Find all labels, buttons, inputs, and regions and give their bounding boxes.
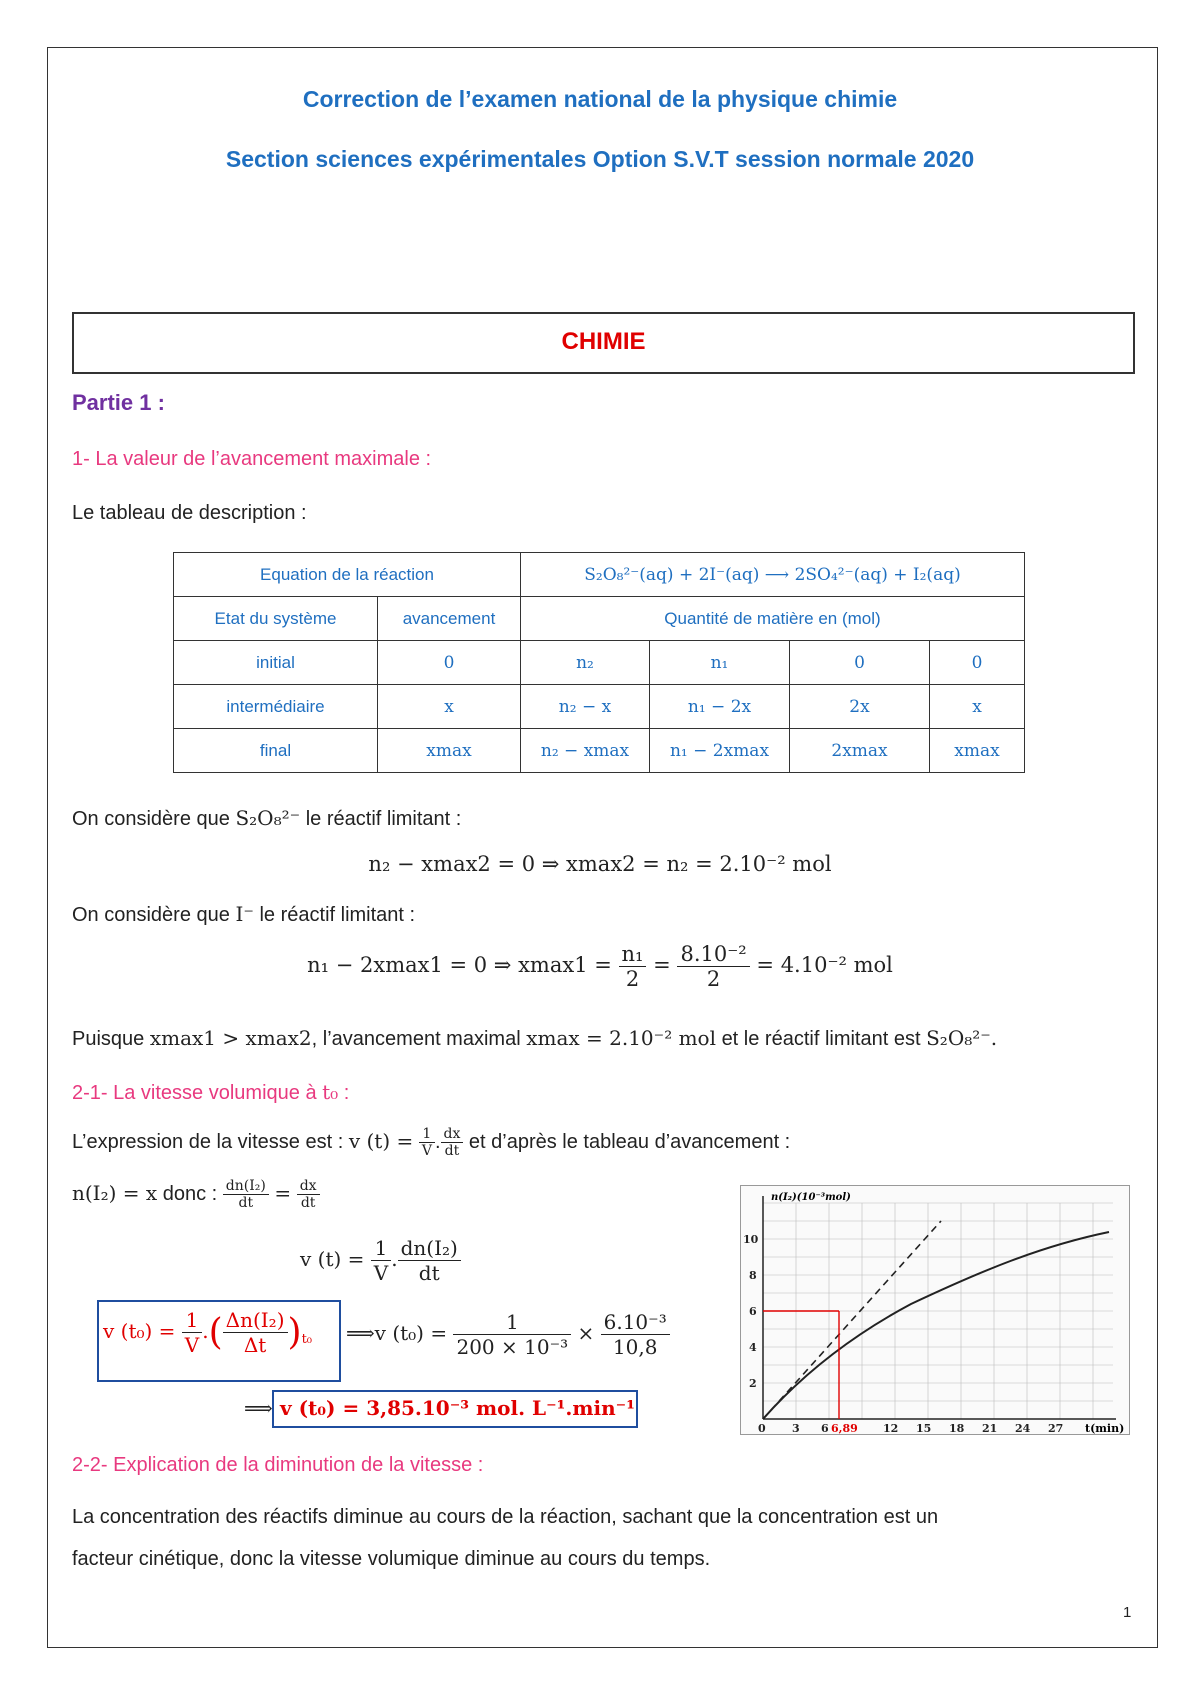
conclusion-math: xmax1 > xmax2 — [149, 1026, 312, 1050]
conclusion-text: , l’avancement maximal — [311, 1028, 521, 1050]
row-cell: 2xmax — [790, 729, 930, 773]
document-title: Correction de l’examen national de la physique chimie — [302, 86, 898, 112]
y-tick: 2 — [749, 1377, 757, 1390]
case2-text: On considère que — [72, 904, 230, 926]
reaction-equation: S₂O₈²⁻(aq) + 2I⁻(aq) ⟶ 2SO₄²⁻(aq) + I₂(aq) — [521, 553, 1025, 597]
boxed-formula-content: v (t₀) = $\frac{1}{V}$ .( $\frac{\text{Δn(I₂)}}{\Delta t}$ )$_{t_0}$ — [103, 1308, 312, 1357]
frac-den: 10,8 — [612, 1335, 658, 1359]
x-tick: 27 — [1048, 1422, 1064, 1434]
case1-text-after: le réactif limitant : — [305, 808, 462, 830]
conclusion-text: Puisque — [72, 1028, 145, 1050]
q1-heading: 1- La valeur de l’avancement maximale : — [72, 448, 432, 470]
graph-ylabel: n(I₂)(10⁻³mol) — [771, 1192, 851, 1203]
v-left: v (t) = — [300, 1247, 365, 1271]
case2-eq-left: n₁ − 2xmax1 = 0 ⇒ xmax1 = — [307, 953, 612, 977]
velocity-expression-line: L’expression de la vitesse est : v (t) = $\frac{1}{V}$ . $\frac{dx}{dt}$ et d’après le tableau d’avancement : — [72, 1126, 791, 1159]
row-cell: 0 — [930, 641, 1025, 685]
frac-den: dt — [300, 1195, 316, 1211]
row-cell: n₁ − 2x — [650, 685, 790, 729]
conclusion-math: xmax = 2.10⁻² mol — [526, 1026, 716, 1050]
calc-line — [346, 1310, 670, 1359]
frac-num: 6.10⁻³ — [601, 1310, 670, 1335]
advance-label: avancement — [378, 597, 521, 641]
frac-num: Δn(I₂) — [223, 1308, 288, 1333]
table-row — [174, 729, 1025, 773]
tangent-line — [763, 1221, 941, 1419]
document-subtitle: Section sciences expérimentales Option S.V.T session normale 2020 — [225, 146, 975, 172]
frac-den: V — [373, 1261, 389, 1285]
equals-sign: = — [274, 1180, 292, 1205]
fraction — [297, 1178, 320, 1211]
frac-den: V — [421, 1143, 432, 1159]
frac-num: dx — [297, 1178, 320, 1195]
case1-species: S₂O₈²⁻ — [235, 806, 301, 830]
conclusion-text: et le réactif limitant est — [721, 1028, 921, 1050]
nI2-text: donc : — [162, 1182, 218, 1205]
expr-after: et d’après le tableau d’avancement : — [468, 1130, 791, 1153]
frac-den: 2 — [625, 967, 640, 991]
frac-den: dt — [418, 1261, 440, 1285]
fraction — [453, 1310, 571, 1359]
x-tick: 3 — [792, 1422, 800, 1434]
boxed-sub: t₀ — [301, 1332, 312, 1347]
frac-num: 1 — [182, 1308, 202, 1333]
case2-text-after: le réactif limitant : — [259, 904, 416, 926]
nI2-graph — [740, 1185, 1130, 1435]
frac-num: n₁ — [619, 942, 647, 967]
frac-den: Δt — [243, 1333, 267, 1357]
advancement-table — [173, 552, 1025, 773]
fraction — [223, 1178, 269, 1211]
times-sign: × — [577, 1321, 595, 1345]
result-arrow: ⟹ — [244, 1396, 273, 1420]
frac-num: 1 — [419, 1126, 435, 1143]
q22-line2: facteur cinétique, donc la vitesse volumique diminue au cours du temps. — [72, 1548, 711, 1570]
table-row — [174, 685, 1025, 729]
fraction — [441, 1126, 464, 1159]
case2-equation — [0, 942, 1200, 991]
equals-sign: = — [653, 953, 671, 977]
page-number: 1 — [1123, 1604, 1132, 1621]
fraction — [619, 942, 647, 991]
q22-line1: La concentration des réactifs diminue au cours de la réaction, sachant que la concentration est un — [72, 1506, 939, 1528]
graph-svg — [741, 1186, 1129, 1434]
x-tick: 12 — [883, 1422, 899, 1434]
frac-num: 1 — [453, 1310, 571, 1335]
fraction — [677, 942, 749, 991]
row-cell: n₁ − 2xmax — [650, 729, 790, 773]
graph-xlabel: t(min) — [1085, 1422, 1125, 1434]
frac-den: 200 × 10⁻³ — [456, 1335, 569, 1359]
q22-heading: 2-2- Explication de la diminution de la vitesse : — [72, 1454, 484, 1476]
state-label: Etat du système — [174, 597, 378, 641]
boxed-left: v (t₀) = — [103, 1319, 176, 1343]
row-cell: n₂ − xmax — [521, 729, 650, 773]
y-tick: 6 — [749, 1305, 757, 1318]
row-cell: xmax — [930, 729, 1025, 773]
fraction — [223, 1308, 288, 1357]
case2-line — [72, 902, 415, 927]
calc-left: ⟹v (t₀) = — [346, 1321, 448, 1345]
q21-heading-text: 2-1- La vitesse volumique à — [72, 1082, 317, 1104]
case2-species: I⁻ — [235, 902, 254, 926]
row-state: intermédiaire — [174, 685, 378, 729]
frac-num: 8.10⁻² — [677, 942, 749, 967]
fraction — [398, 1236, 461, 1285]
row-advance: xmax — [378, 729, 521, 773]
row-advance: x — [378, 685, 521, 729]
fraction — [182, 1308, 202, 1357]
case1-equation: n₂ − xmax2 = 0 ⇒ xmax2 = n₂ = 2.10⁻² mol — [368, 852, 832, 876]
row-cell: n₁ — [650, 641, 790, 685]
conclusion-line — [72, 1026, 997, 1051]
result-value: v (t₀) = 3,85.10⁻³ mol. L⁻¹.min⁻¹ — [280, 1396, 635, 1420]
q21-heading — [72, 1080, 349, 1105]
frac-den: 2 — [706, 967, 721, 991]
frac-num: dn(I₂) — [223, 1178, 269, 1195]
quantity-label: Quantité de matière en (mol) — [521, 597, 1025, 641]
conclusion-math: S₂O₈²⁻. — [926, 1026, 998, 1050]
x-tick: 24 — [1015, 1422, 1031, 1434]
frac-den: dt — [444, 1143, 460, 1159]
y-tick: 4 — [749, 1341, 757, 1354]
frac-num: dx — [441, 1126, 464, 1143]
section-title: CHIMIE — [561, 328, 646, 355]
row-cell: 0 — [790, 641, 930, 685]
q21-heading-colon: : — [343, 1082, 350, 1104]
row-cell: n₂ — [521, 641, 650, 685]
case1-line — [72, 806, 461, 831]
expr-text: L’expression de la vitesse est : — [72, 1130, 344, 1153]
section-title-box — [72, 312, 1135, 374]
x-tick: 21 — [982, 1422, 998, 1434]
case1-text: On considère que — [72, 808, 230, 830]
x-tick: 18 — [949, 1422, 965, 1434]
row-state: initial — [174, 641, 378, 685]
case2-eq-right: = 4.10⁻² mol — [756, 953, 893, 977]
fraction — [419, 1126, 435, 1159]
x-tick: 15 — [916, 1422, 932, 1434]
x-tick: 0 — [758, 1422, 766, 1434]
frac-num: dn(I₂) — [398, 1236, 461, 1261]
row-state: final — [174, 729, 378, 773]
expr-math: v (t) = — [348, 1128, 414, 1153]
table-row — [174, 641, 1025, 685]
row-cell: 2x — [790, 685, 930, 729]
nI2-line — [72, 1178, 320, 1211]
fraction — [371, 1236, 391, 1285]
nI2-math: n(I₂) = x — [72, 1180, 158, 1205]
partie-heading: Partie 1 : — [72, 390, 165, 415]
x-tick: 6 — [821, 1422, 829, 1434]
curve — [763, 1232, 1109, 1419]
x-tick: 6,89 — [831, 1422, 858, 1434]
frac-den: V — [184, 1333, 200, 1357]
frac-den: dt — [238, 1195, 254, 1211]
y-tick: 8 — [749, 1269, 757, 1282]
q1-intro: Le tableau de description : — [72, 502, 307, 524]
fraction — [601, 1310, 670, 1359]
q21-heading-math: t₀ — [322, 1080, 339, 1104]
row-advance: 0 — [378, 641, 521, 685]
equation-label: Equation de la réaction — [174, 553, 521, 597]
y-tick: 10 — [743, 1233, 759, 1246]
row-cell: x — [930, 685, 1025, 729]
frac-num: 1 — [371, 1236, 391, 1261]
row-cell: n₂ − x — [521, 685, 650, 729]
velocity-formula: v (t) = $\frac{1}{V}$ . $\frac{\text{dn(I₂)}}{dt}$ — [300, 1236, 461, 1285]
